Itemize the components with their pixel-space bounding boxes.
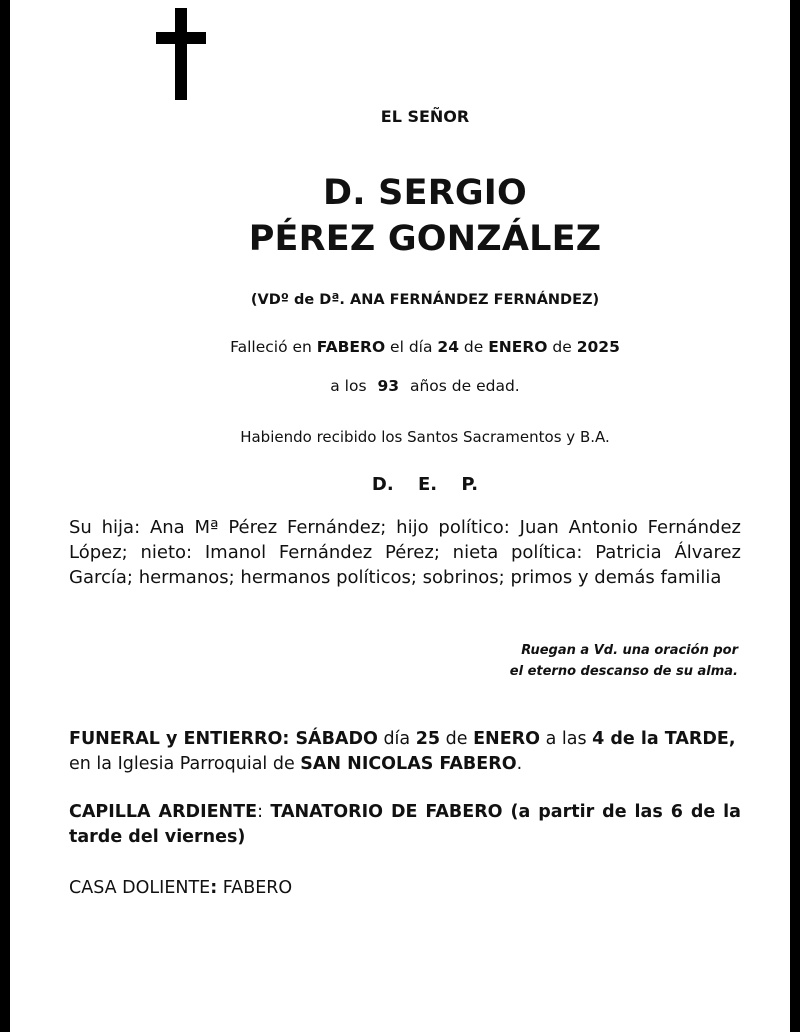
funeral-info: FUNERAL y ENTIERRO: SÁBADO día 25 de ENERO a las 4 de la TARDE, en la Iglesia Parroquial de SAN NICOLAS FABERO. xyxy=(69,729,736,774)
chapel-label: CAPILLA ARDIENTE xyxy=(69,802,258,822)
family-list: Su hija: Ana Mª Pérez Fernández; hijo político: Juan Antonio Fernández López; nieto: Imanol Fernández Pérez; nieta política: Patricia Álvarez García; hermanos; hermanos políticos; sobrinos; primos y demás familia xyxy=(69,517,741,588)
age-years: 93 xyxy=(377,377,400,395)
sacraments-statement: Habiendo recibido los Santos Sacramentos y B.A. xyxy=(240,428,610,446)
deceased-name-line2: PÉREZ GONZÁLEZ xyxy=(248,219,602,259)
prayer-request xyxy=(338,640,738,682)
prayer-line2: el eterno descanso de su alma. xyxy=(509,664,738,679)
honorific-title: EL SEÑOR xyxy=(380,107,470,126)
death-statement: Falleció en FABERO el día 24 de ENERO de 2025 xyxy=(230,338,620,356)
widow-of: (VDº de Dª. ANA FERNÁNDEZ FERNÁNDEZ) xyxy=(250,292,600,308)
funeral-church: SAN NICOLAS FABERO xyxy=(300,754,517,774)
age-statement: a los 93 años de edad. xyxy=(330,377,520,395)
dep-initials: D. E. P. xyxy=(371,474,479,495)
obituary-page xyxy=(10,0,790,1032)
chapel-value: TANATORIO DE FABERO (a partir de las 6 de la tarde del viernes) xyxy=(69,802,741,847)
cross-icon xyxy=(156,8,206,100)
deceased-name xyxy=(10,170,800,262)
deceased-name-line1: D. SERGIO xyxy=(323,173,527,213)
mourning-house-label: CASA DOLIENTE xyxy=(69,878,211,898)
death-month: ENERO xyxy=(488,338,548,356)
chapel-info: CAPILLA ARDIENTE: TANATORIO DE FABERO (a partir de las 6 de la tarde del viernes) xyxy=(69,802,741,847)
mourning-house-value: FABERO xyxy=(217,878,293,898)
prayer-line1: Ruegan a Vd. una oración por xyxy=(521,643,738,658)
death-year: 2025 xyxy=(576,338,620,356)
funeral-month: ENERO xyxy=(473,729,541,749)
funeral-day: 25 xyxy=(415,729,441,749)
death-place: FABERO xyxy=(316,338,386,356)
death-day: 24 xyxy=(437,338,459,356)
mourning-house: CASA DOLIENTE: FABERO xyxy=(69,878,293,898)
funeral-label: FUNERAL y ENTIERRO: SÁBADO xyxy=(69,729,378,749)
funeral-time: 4 de la TARDE, xyxy=(592,729,736,749)
